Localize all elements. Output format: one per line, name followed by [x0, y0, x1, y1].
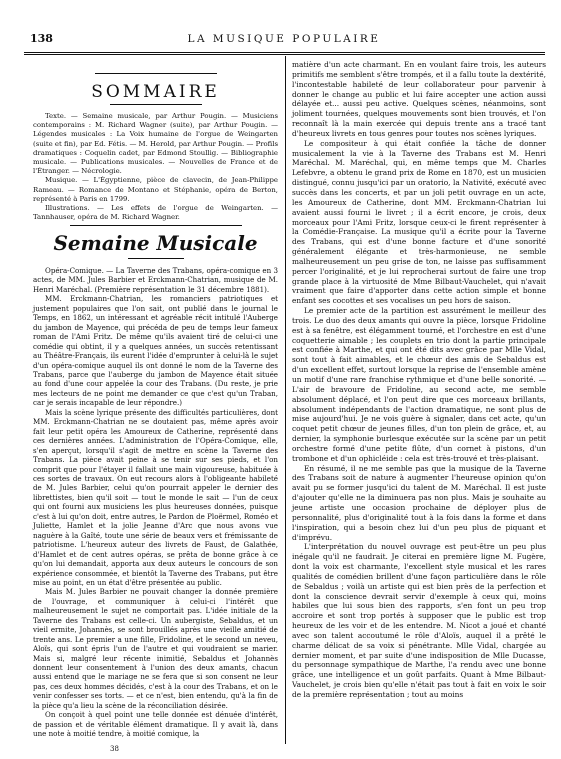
signature-mark: 38 — [110, 745, 119, 753]
sommaire-musique: Musique. — L'Égyptienne, pièce de clavecin, de Jean-Philippe Rameau. — Romance de Montano et Stéphanie, opéra de Berton, représenté à Paris en 1799. — [33, 176, 278, 203]
section-title-underline — [128, 258, 184, 259]
left-paragraph: Mais la scène lyrique présente des difficultés particulières, dont MM. Erckmann-Chatrian ne se doutaient pas, même après avoir fait leur petit opéra les Amoureux de Catherine, représenté dans ces dernières années. L'administration de l'Opéra-Comique, elle, s'en aperçut, lorsqu'il s'agit de mettre en scène la Taverne des Trabans. La pièce avait peine à se tenir sur ses pieds, et l'on comprit que pour l'étayer il fallait une main vigoureuse, habituée à ces sortes de travaux. On eut recours alors à l'obligeante habileté de M. Jules Barbier, celui qu'on pourrait appeler le dernier des librettistes, bien qu'il soit — tout le monde le sait — l'un de ceux qui ont fourni aux musiciens les plus heureuses données, puisque c'est à lui qu'on doit, entre autres, le Pardon de Ploërmel, Roméo et Juliette, Hamlet et la jolie Jeanne d'Arc que nous avons vue naguère à la Gaîté, toute une série de beaux vers et frémissante de patriotisme. L'heureux auteur des livrets de Faust, de Galathée, d'Hamlet et de cent autres opéras, se prêta de bonne grâce à ce qu'on lui demandait, apporta aux deux auteurs le concours de son expérience consommée, et bientôt la Taverne des Trabans, put être mise au point, en un état d'être présentée au public. — [33, 407, 278, 587]
right-paragraph: matière d'un acte charmant. En en voulant faire trois, les auteurs primitifs me semblent s'être trompés, et il a fallu toute la dextérité, l'incontestable habileté de leur collaborateur pour parvenir à donner le change au public et lui faire accepter une action aussi délayée et... aussi peu active. Quelques scènes, néanmoins, sont joliment tournées, quelques mouvements sont bien trouvés, et l'on reconnaît là la main exercée qui depuis trente ans a tracé tant d'heureux livrets en tous genres pour toutes nos scènes lyriques. — [292, 60, 546, 138]
page-number: 138 — [30, 32, 53, 45]
right-paragraph: Le compositeur à qui était confiée la tâche de donner musicalement la vie à la Taverne des Trabans est M. Henri Maréchal. M. Maréchal, qui, en même temps que M. Charles Lefebvre, a obtenu le grand prix de Rome en 1870, est un musicien distingué, connu jusqu'ici par un oratorio, la Nativité, exécuté avec succès dans les concerts, et par un joli petit ouvrage en un acte, les Amoureux de Catherine, dont MM. Erckmann-Chatrian lui avaient aussi fourni le livret ; il a écrit encore, je crois, deux morceaux pour l'Ami Fritz, lorsque ceux-ci le firent représenter à la Comédie-Française. La musique qu'il a écrite pour la Taverne des Trabans, qui est d'une bonne facture et d'une sonorité généralement élégante et très-harmonieuse, ne semble malheureusement un peu grise de ton, ne laisse pas suffisamment percer l'originalité, et je lui reprocherai surtout de faire une trop grande place à la virtuosité de Mme Bilbaut-Vauchelet, qui n'avait vraiment que faire d'apporter dans cette action simple et bonne enfant ses cocottes et ses vocalises un peu hors de saison. — [292, 138, 546, 306]
ornament-rule — [70, 225, 242, 226]
column-divider — [285, 56, 286, 744]
sommaire-title: SOMMAIRE — [91, 82, 220, 102]
sommaire-bottom-rule — [110, 104, 202, 105]
sommaire-illustrations: Illustrations. — Les effets de l'orgue de Weingarten. — Tannhauser, opéra de M. Richard Wagner. — [33, 204, 278, 222]
sommaire-body — [33, 112, 278, 222]
sommaire-top-rule — [95, 73, 217, 74]
left-paragraph: On conçoit à quel point une telle donnée est dénuée d'intérêt, de passion et de véritable élément dramatique. Il y avait là, dans une note à moitié tendre, à moitié comique, la — [33, 710, 278, 739]
sommaire-text: Texte. — Semaine musicale, par Arthur Pougin. — Musiciens contemporains : M. Richard Wagner (suite), par Arthur Pougin. —Légendes musicales : La Voix humaine de l'orgue de Weingarten (suite et fin), par Ed. Fétis. — M. Herold, par Arthur Pougin. — Profils dramatiques : Coquelin cadet, par Edmond Stoullig. — Bibliographie musicale. — Publications musicales. — Nouvelles de France et de l'Étranger. — Nécrologie. — [33, 112, 278, 176]
header-rule-thin — [24, 54, 545, 55]
right-paragraph: L'interprétation du nouvel ouvrage est peut-être un peu plus inégale qu'il ne faudrait. Je citerai en première ligne M. Fugère, dont la voix est charmante, l'excellent style musical et les rares qualités de comédien brillent d'une façon particulière dans le rôle de Sebaldus ; voilà un artiste qui est bien près de la perfection et dont la conscience devrait servir d'exemple à ceux qui, moins habiles que lui sous bien des rapports, s'en font un peu trop accroire et sont trop portés à supposer que le public est trop heureux de les voir et de les entendre. M. Nicot a joué et chanté avec son talent accoutumé le rôle d'Aloïs, auquel il a prêté le charme délicat de sa voix si pénétrante. Mlle Vidal, chargée au dernier moment, et par suite d'une indisposition de Mlle Ducasse, du personnage sympathique de Marthe, l'a rendu avec une bonne grâce, une intelligence et un goût parfaits. Quant à Mme Bilbaut-Vauchelet, je crois bien qu'elle n'était pas tout à fait en voix le soir de la première représentation ; tout au moins — [292, 542, 546, 699]
page-header — [24, 32, 544, 46]
right-column-body — [292, 60, 546, 700]
section-title: Semaine Musicale — [53, 231, 258, 255]
left-column-body — [33, 266, 278, 739]
header-rule-thick — [24, 52, 545, 53]
right-paragraph: Le premier acte de la partition est assurément le meilleur des trois. Le duo des deux amants qui ouvre la pièce, lorsque Fridoline est à sa fenêtre, est élégamment tourné, et l'orchestre en est d'une coquetterie aimable ; les couplets en trio dont la partie principale est confiée à Marthe, et qui ont été dits avec grâce par Mlle Vidal, sont tout à fait aimables, et le chœur des amis de Sebaldus est d'un excellent effet, surtout lorsque la reprise de l'ensemble amène un motif d'une rare franchise rythmique et d'une belle sonorité. — L'air de bravoure de Fridoline, au second acte, me semble absolument déplacé, et l'on peut dire que ces morceaux brillants, absolument indépendants de l'action dramatique, ne sont plus de mise aujourd'hui. Je ne vois guère à signaler, dans cet acte, qu'un coquet petit chœur de jeunes filles, d'un ton plein de grâce, et, au dernier, la symphonie burlesque exécutée sur la scène par un petit orchestre formé d'une petite flûte, d'un cornet à pistons, d'un trombone et d'un ophicléide : cela est très-trouvé et très-plaisant. — [292, 306, 546, 463]
left-paragraph: Mais M. Jules Barbier ne pouvait changer la donnée première de l'ouvrage, et communiquer à celui-ci l'intérêt que malheureusement le sujet ne comportait pas. L'idée initiale de la Taverne des Trabans est celle-ci. Un aubergiste, Sebaldus, et un vieil ermite, Johannès, se sont brouillés après une vieille amitié de trente ans. Le premier a une fille, Fridoline, et le second un neveu, Aloïs, qui sont épris l'un de l'autre et qui voudraient se marier. Mais si, malgré leur récente inimitié, Sebaldus et Johannès donnent leur consentement à l'union des deux amants, chacun aussi entend que le mariage ne se fera que si son consent ne leur pas, ces deux hommes décidés, c'est à la cour des Trabans, et on le venir confesser ses torts. — et ce n'est, bien entendu, qu'à la fin de la pièce qu'a lieu la scène de la réconciliation désirée. — [33, 587, 278, 710]
left-paragraph: MM. Erckmann-Chatrian, les romanciers patriotiques et justement populaires que l'on sait, ont publié dans le journal le Temps, en 1862, un intéressant et agréable récit intitulé l'Auberge du jambon de Mayence, qui précéda de peu de temps leur fameux roman de l'Ami Fritz. De même qu'ils avaient tiré de celui-ci une comédie qui obtint, il y a quelques années, un succès retentissant au Théâtre-Français, ils eurent l'idée d'emprunter à celui-là le sujet d'un opéra-comique auquel ils ont donné le nom de la Taverne des Trabans, parce que l'auberge du jambon de Mayence était située au fond d'une cour appelée la cour des Trabans. (Du reste, je prie mes lecteurs de ne point me demander ce que c'est qu'un Traban, car je serais incapable de leur répondre.) — [33, 294, 278, 408]
right-paragraph: En résumé, il ne me semble pas que la musique de la Taverne des Trabans soit de nature à augmenter l'heureuse opinion qu'on avait pu se former jusqu'ici du talent de M. Maréchal. Il est juste d'ajouter qu'elle ne la diminuera pas non plus. Mais je souhaite au jeune artiste une occasion prochaine de déployer plus de personnalité, plus d'originalité tout à la fois dans la forme et dans l'inspiration, qui a besoin chez lui d'un peu plus de piquant et d'imprévu. — [292, 463, 546, 542]
running-title: LA MUSIQUE POPULAIRE — [187, 33, 381, 45]
opera-comique-heading: Opéra-Comique. — La Taverne des Trabans, opéra-comique en 3 actes, de MM. Jules Barbier et Erckmann-Chatrian, musique de M. Henri Maréchal. (Première représentation le 31 décembre 1881). — [33, 266, 278, 294]
